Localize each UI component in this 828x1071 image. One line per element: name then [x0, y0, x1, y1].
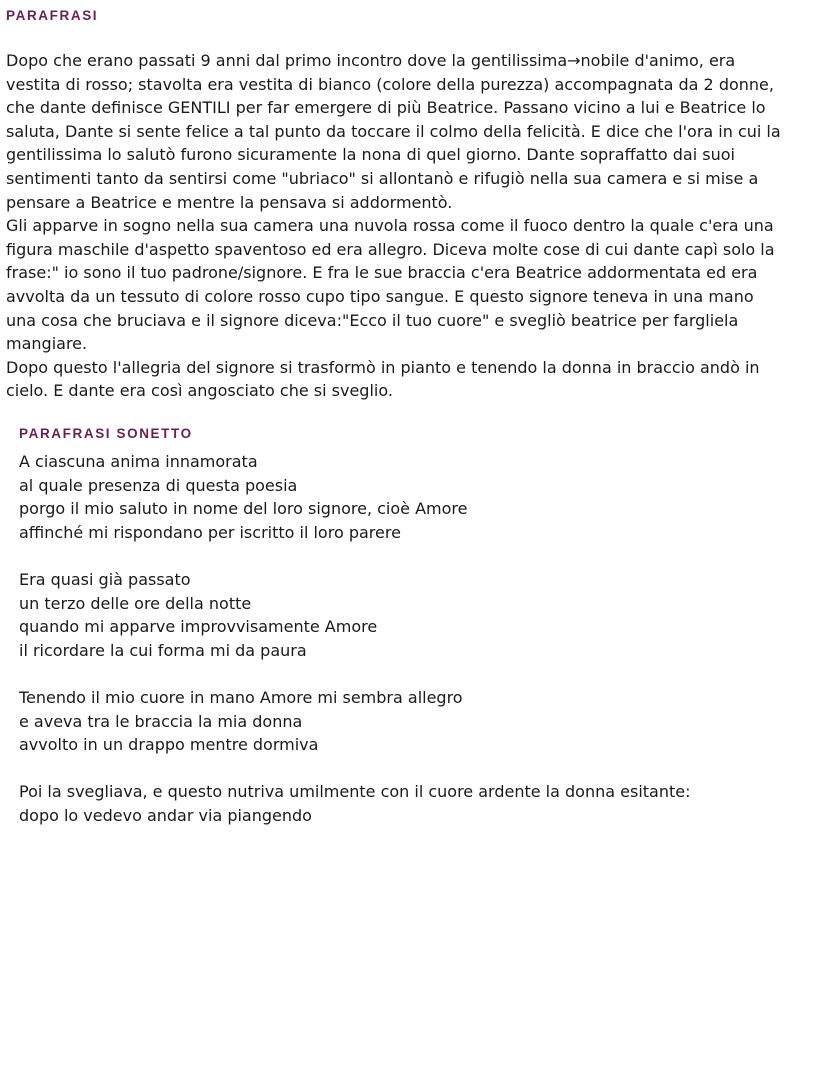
verse-line: un terzo delle ore della notte — [19, 593, 252, 613]
verse-line: Era quasi già passato — [19, 569, 191, 589]
paraphrase-paragraph: Dopo questo l'allegria del signore si trasformò in pianto e tenendo la donna in braccio andò in cielo. E dante era così angosciato che si sveglio. — [6, 357, 760, 401]
paraphrase-text — [6, 49, 822, 403]
verse-line: dopo lo vedevo andar via piangendo — [19, 805, 312, 825]
paraphrase-paragraph: Gli apparve in sogno nella sua camera una nuvola rossa come il fuoco dentro la quale c'era una figura maschile d'aspetto spaventoso ed era allegro. Diceva molte cose di cui dante capì solo la frase:" io sono il tuo padrone/signore. E fra le sue braccia c'era Beatrice addormentata ed era avvolta da un tessuto di colore rosso cupo tipo sangue. E questo signore teneva in una mano una cosa che bruciava e il signore diceva:"Ecco il tuo cuore" e svegliò beatrice per fargliela mangiare. — [6, 216, 775, 354]
sonnet-text — [19, 450, 690, 851]
stanza — [19, 780, 690, 827]
stanza — [19, 686, 690, 757]
paraphrase-heading: PARAFRASI — [6, 8, 99, 23]
verse-line: il ricordare la cui forma mi da paura — [19, 640, 307, 660]
paraphrase-paragraph: Dopo che erano passati 9 anni dal primo incontro dove la gentilissima→nobile d'animo, era vestita di rosso; stavolta era vestita di bianco (colore della purezza) accompagnata da 2 donne, che dante definisce GENTILI per far emergere di più Beatrice. Passano vicino a lui e Beatrice lo saluta, Dante si sente felice a tal punto da toccare il colmo della felicità. E dice che l'ora in cui la gentilissima lo salutò furono sicuramente la nona di quel giorno. Dante sopraffatto dai suoi sentimenti tanto da sentirsi come "ubriaco" si allontanò e rifugiò nella sua camera e si mise a pensare a Beatrice e mentre la pensava si addormentò. — [6, 51, 781, 212]
stanza — [19, 568, 690, 662]
verse-line: A ciascuna anima innamorata — [19, 452, 258, 471]
sonnet-heading: PARAFRASI SONETTO — [19, 426, 193, 441]
verse-line: al quale presenza di questa poesia — [19, 475, 298, 495]
verse-line: Tenendo il mio cuore in mano Amore mi sembra allegro — [19, 687, 463, 707]
verse-line: Poi la svegliava, e questo nutriva umilmente con il cuore ardente la donna esitante: — [19, 782, 691, 802]
verse-line: affinché mi rispondano per iscritto il loro parere — [19, 522, 401, 542]
verse-line: avvolto in un drappo mentre dormiva — [19, 735, 319, 755]
verse-line: quando mi apparve improvvisamente Amore — [19, 617, 378, 637]
stanza — [19, 450, 690, 544]
verse-line: e aveva tra le braccia la mia donna — [19, 711, 303, 731]
verse-line: porgo il mio saluto in nome del loro signore, cioè Amore — [19, 499, 468, 519]
